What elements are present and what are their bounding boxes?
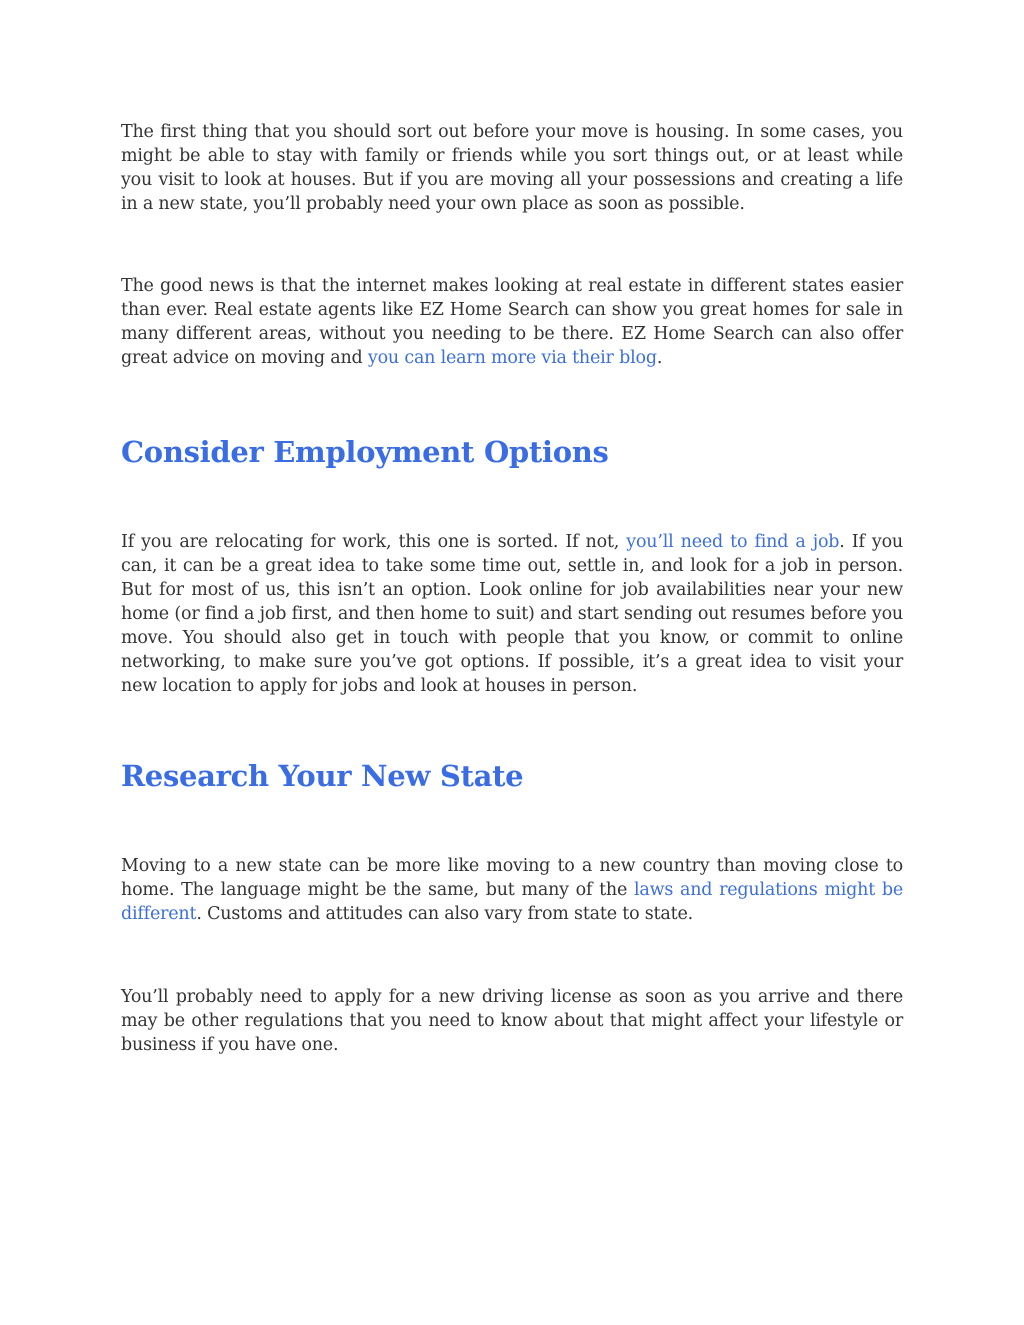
find-job-link[interactable]: you’ll need to find a job bbox=[626, 532, 840, 552]
blog-link[interactable]: you can learn more via their blog bbox=[367, 348, 657, 368]
document-page bbox=[121, 120, 903, 1057]
paragraph-text: . If you can, it can be a great idea to take some time out, settle in, and look for a job in person. But for most of us, this isn’t an option. Look online for job availabilities near your new home (or find a job first, and then home to suit) and start sending out resumes before you move. You should also get in touch with people that you know, or commit to online networking, to make sure you’ve got options. If possible, it’s a great idea to visit your new location to apply for jobs and look at houses in person. bbox=[121, 532, 904, 696]
paragraph-driving-license bbox=[121, 985, 903, 1057]
paragraph-employment bbox=[121, 530, 903, 698]
paragraph-real-estate bbox=[121, 274, 903, 370]
heading-employment: Consider Employment Options bbox=[121, 435, 609, 469]
paragraph-text: . Customs and attitudes can also vary from state to state. bbox=[196, 904, 693, 924]
paragraph-text: You’ll probably need to apply for a new driving license as soon as you arrive and there may be other regulations that you need to know about that might affect your lifestyle or business if you have one. bbox=[121, 987, 903, 1055]
paragraph-new-state bbox=[121, 854, 903, 926]
paragraph-text: The good news is that the internet makes looking at real estate in different states easier than ever. Real estate agents like EZ Home Search can show you great homes for sale in many different areas, without you needing to be there. EZ Home Search can also offer great advice on moving and bbox=[121, 276, 903, 368]
paragraph-housing bbox=[121, 120, 903, 216]
paragraph-text: Moving to a new state can be more like moving to a new country than moving close to home. The language might be the same, but many of the bbox=[121, 856, 903, 900]
heading-research-state: Research Your New State bbox=[121, 759, 524, 793]
paragraph-text: If you are relocating for work, this one is sorted. If not, bbox=[121, 532, 627, 552]
laws-regulations-link[interactable]: laws and regulations might be different bbox=[121, 880, 904, 924]
paragraph-text: . bbox=[656, 348, 663, 368]
paragraph-text: The first thing that you should sort out before your move is housing. In some cases, you might be able to stay with family or friends while you sort things out, or at least while you visit to look at houses. But if you are moving all your possessions and creating a life in a new state, you’ll probably need your own place as soon as possible. bbox=[121, 122, 903, 214]
